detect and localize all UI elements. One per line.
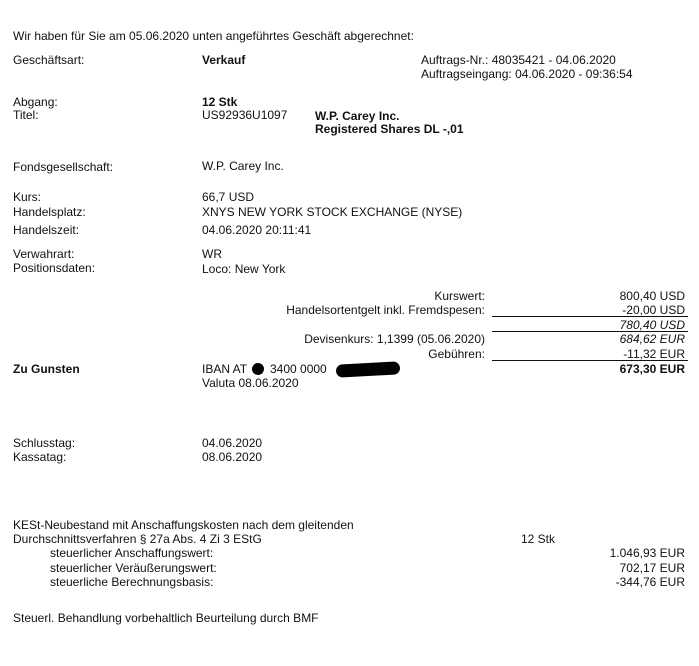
anschaffungswert-value: 1.046,93 EUR — [609, 546, 685, 560]
abgang-label: Abgang: — [13, 95, 58, 109]
kest-line2: Durchschnittsverfahren § 27a Abs. 4 Zi 3 EStG — [13, 532, 262, 546]
anschaffungswert-label: steuerlicher Anschaffungswert: — [50, 546, 214, 560]
veraeusserungswert-value: 702,17 EUR — [619, 561, 685, 575]
handelsplatz-value: XNYS NEW YORK STOCK EXCHANGE (NYSE) — [202, 205, 463, 219]
subtotal-value: 780,40 USD — [619, 318, 685, 332]
security-name-line1: W.P. Carey Inc. — [315, 109, 400, 123]
redaction-mark — [336, 361, 401, 377]
fund-value: W.P. Carey Inc. — [202, 159, 284, 173]
trade-type-label: Geschäftsart: — [13, 53, 85, 67]
kurswert-value: 800,40 USD — [619, 289, 685, 303]
kest-line1: KESt-Neubestand mit Anschaffungskosten nach dem gleitenden — [13, 518, 354, 532]
fund-label: Fondsgesellschaft: — [13, 160, 114, 174]
subtotal-rule — [492, 316, 688, 317]
handelszeit-label: Handelszeit: — [13, 223, 80, 237]
kest-quantity: 12 Stk — [521, 532, 556, 546]
intro-text: Wir haben für Sie am 05.06.2020 unten angeführtes Geschäft abgerechnet: — [13, 29, 414, 43]
titel-label: Titel: — [13, 108, 39, 122]
verwahrart-label: Verwahrart: — [13, 247, 75, 261]
trade-type-value: Verkauf — [202, 53, 246, 67]
abgang-value: 12 Stk — [202, 95, 238, 109]
schlusstag-value: 04.06.2020 — [202, 436, 263, 450]
isin: US92936U1097 — [202, 108, 288, 122]
handelszeit-value: 04.06.2020 20:11:41 — [202, 223, 312, 237]
fee-label: Handelsortentgelt inkl. Fremdspesen: — [286, 303, 485, 317]
fx-value: 684,62 EUR — [619, 332, 685, 346]
security-name-line2: Registered Shares DL -,01 — [315, 122, 464, 136]
kassatag-label: Kassatag: — [13, 450, 67, 464]
order-number: Auftrags-Nr.: 48035421 - 04.06.2020 — [421, 53, 616, 67]
valuta: Valuta 08.06.2020 — [202, 376, 299, 390]
fx-label: Devisenkurs: 1,1399 (05.06.2020) — [304, 332, 485, 346]
total-rule — [492, 360, 688, 361]
iban-prefix: IBAN AT — [202, 362, 248, 376]
positionsdaten-label: Positionsdaten: — [13, 261, 96, 275]
redaction-mark — [252, 363, 265, 376]
schlusstag-label: Schlusstag: — [13, 436, 76, 450]
veraeusserungswert-label: steuerlicher Veräußerungswert: — [50, 561, 217, 575]
fee-value: -20,00 USD — [622, 303, 685, 317]
tax-footnote: Steuerl. Behandlung vorbehaltlich Beurteilung durch BMF — [13, 611, 319, 625]
order-entry: Auftragseingang: 04.06.2020 - 09:36:54 — [421, 67, 633, 81]
verwahrart-value: WR — [202, 247, 222, 261]
kassatag-value: 08.06.2020 — [202, 450, 263, 464]
kurs-value: 66,7 USD — [202, 190, 255, 204]
berechnungsbasis-label: steuerliche Berechnungsbasis: — [50, 575, 214, 589]
zu-gunsten-label: Zu Gunsten — [13, 362, 80, 376]
handelsplatz-label: Handelsplatz: — [13, 205, 86, 219]
iban-middle: 3400 0000 — [270, 362, 327, 376]
gebuehren-label: Gebühren: — [428, 347, 485, 361]
gebuehren-value: -11,32 EUR — [623, 347, 685, 361]
total-value: 673,30 EUR — [619, 362, 685, 376]
berechnungsbasis-value: -344,76 EUR — [615, 575, 685, 589]
kurswert-label: Kurswert: — [434, 289, 485, 303]
positionsdaten-value: Loco: New York — [202, 262, 286, 276]
kurs-label: Kurs: — [13, 190, 42, 204]
